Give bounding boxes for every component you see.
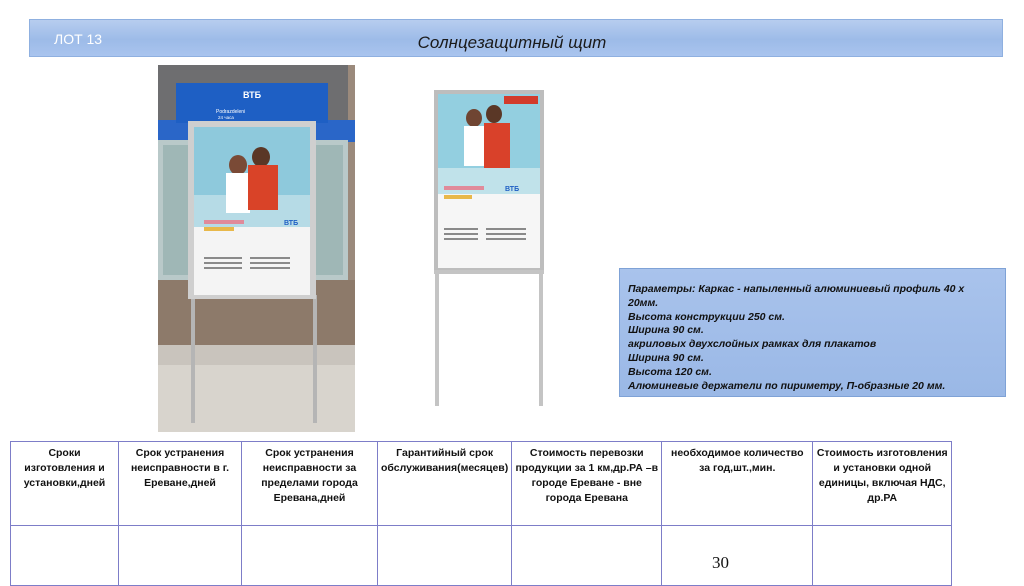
canopy-brand: ВТБ (243, 90, 262, 100)
table-row (11, 526, 952, 586)
table-header-row (11, 442, 952, 526)
photo-stand-atm (158, 65, 355, 432)
param-line: Параметры: Каркас - напыленный алюминиевый профиль 40 х (628, 283, 965, 295)
poster-logo-2: ВТБ (505, 186, 520, 193)
param-line: Ширина 90 см. (628, 351, 704, 364)
page-title: Солнцезащитный щит (417, 33, 607, 52)
photo-stand-isolated (430, 88, 548, 408)
header-cell: Стоимость изготовления и установки одной единицы, включая НДС, др.РА (813, 442, 952, 526)
header-cell: Срок устранения неисправности за пределами города Еревана,дней (242, 442, 378, 526)
value-cell[interactable] (119, 526, 242, 586)
param-line: 20мм. (628, 296, 659, 309)
header-cell: Гарантийный срок обслуживания(месяцев) (378, 442, 512, 526)
spec-table (10, 441, 952, 586)
value-cell[interactable] (11, 526, 119, 586)
param-line: Алюминевые держатели по пириметру, П-образные 20 мм. (628, 379, 946, 392)
param-line: Высота 120 см. (628, 365, 712, 378)
parameters-box (619, 268, 1006, 397)
value-cell-quantity[interactable] (662, 526, 813, 586)
poster-logo: ВТБ (284, 220, 299, 227)
header-cell: Сроки изготовления и установки,дней (11, 442, 119, 526)
value-cell[interactable] (378, 526, 512, 586)
header-cell: Стоимость перевозки продукции за 1 км,др.РА –в городе Ереване - вне города Еревана (512, 442, 662, 526)
header-cell: Срок устранения неисправности в г. Ереване,дней (119, 442, 242, 526)
param-line: Высота конструкции 250 см. (628, 310, 785, 323)
quantity-value: 30 (712, 553, 729, 572)
value-cell[interactable] (242, 526, 378, 586)
value-cell[interactable] (813, 526, 952, 586)
param-line: акриловых двухслойных рамках для плакатов (628, 338, 877, 351)
canopy-text: Podrazdeleni (216, 109, 246, 115)
value-cell[interactable] (512, 526, 662, 586)
header-cell: необходимое количество за год,шт.,мин. (662, 442, 813, 526)
lot-label: ЛОТ 13 (54, 31, 103, 47)
canopy-sub: 24 часа (218, 115, 234, 120)
param-line: Ширина 90 см. (628, 324, 704, 337)
